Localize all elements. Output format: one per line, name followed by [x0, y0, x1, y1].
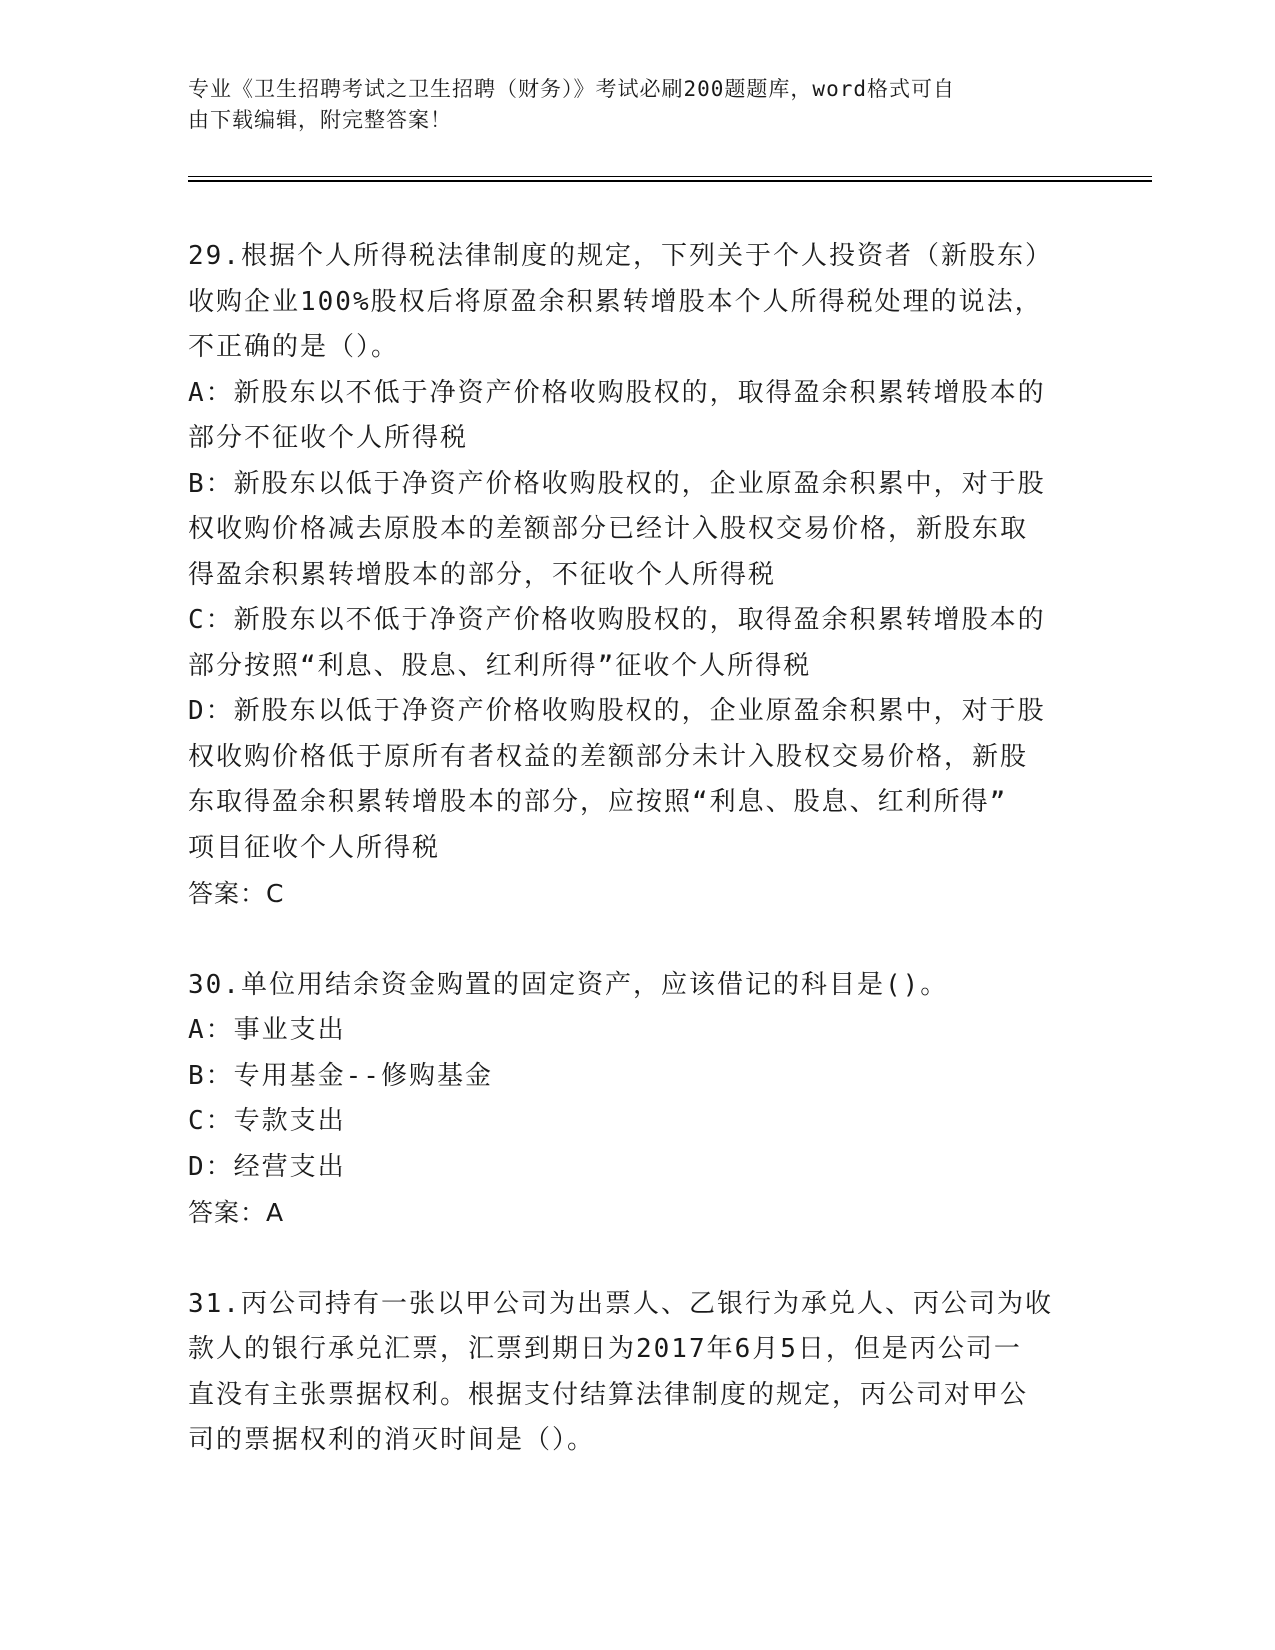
option-line: 项目征收个人所得税	[188, 832, 441, 863]
header-line: 专业《卫生招聘考试之卫生招聘（财务）》考试必刷200题题库，word格式可自	[188, 77, 955, 101]
question-30	[188, 963, 1088, 1236]
option-line: 部分不征收个人所得税	[188, 423, 469, 453]
question-stem	[188, 963, 1088, 1009]
option-line: C：新股东以不低于净资产价格收购股权的，取得盈余积累转增股本的	[188, 605, 1046, 635]
stem-line: 款人的银行承兑汇票，汇票到期日为2017年6月5日，但是丙公司一	[188, 1334, 1022, 1364]
option-line: 权收购价格减去原股本的差额部分已经计入股权交易价格，新股东取	[188, 514, 1029, 544]
option-line: C：专款支出	[188, 1106, 346, 1136]
option-line: 权收购价格低于原所有者权益的差额部分未计入股权交易价格，新股	[188, 741, 1029, 772]
option-d	[188, 689, 1088, 871]
stem-line: 不正确的是（）。	[188, 332, 400, 362]
option-line: B：专用基金--修购基金	[188, 1060, 493, 1091]
option-b	[188, 1054, 1088, 1100]
option-a	[188, 1008, 1088, 1054]
stem-line: 31.丙公司持有一张以甲公司为出票人、乙银行为承兑人、丙公司为收	[188, 1288, 1053, 1319]
stem-line: 29.根据个人所得税法律制度的规定，下列关于个人投资者（新股东）	[188, 241, 1053, 271]
answer: 答案：A	[188, 1198, 285, 1227]
question-list	[188, 234, 1088, 1464]
option-line: A：新股东以不低于净资产价格收购股权的，取得盈余积累转增股本的	[188, 377, 1046, 408]
option-c	[188, 1099, 1088, 1145]
stem-line: 收购企业100%股权后将原盈余积累转增股本个人所得税处理的说法，	[188, 286, 1043, 317]
stem-line: 直没有主张票据权利。根据支付结算法律制度的规定，丙公司对甲公	[188, 1379, 1029, 1410]
question-31	[188, 1282, 1088, 1464]
question-29	[188, 234, 1088, 917]
stem-line: 司的票据权利的消灭时间是（）。	[188, 1425, 596, 1455]
header-divider	[188, 176, 1152, 182]
option-line: D：经营支出	[188, 1151, 346, 1182]
option-line: B：新股东以低于净资产价格收购股权的，企业原盈余积累中，对于股	[188, 468, 1046, 499]
option-line: A：事业支出	[188, 1015, 346, 1045]
answer: 答案：C	[188, 879, 285, 908]
option-line: 得盈余积累转增股本的部分，不征收个人所得税	[188, 559, 777, 590]
option-c	[188, 598, 1088, 689]
header-line: 由下载编辑，附完整答案！	[188, 108, 452, 132]
question-stem	[188, 234, 1088, 371]
option-b	[188, 462, 1088, 599]
option-a	[188, 371, 1088, 462]
stem-line: 30.单位用结余资金购置的固定资产，应该借记的科目是()。	[188, 969, 949, 1000]
option-line: 东取得盈余积累转增股本的部分，应按照“利息、股息、红利所得”	[188, 787, 1008, 817]
page-header	[188, 74, 1088, 136]
option-line: D：新股东以低于净资产价格收购股权的，企业原盈余积累中，对于股	[188, 696, 1046, 726]
option-d	[188, 1145, 1088, 1191]
option-line: 部分按照“利息、股息、红利所得”征收个人所得税	[188, 650, 812, 681]
question-stem	[188, 1282, 1088, 1464]
